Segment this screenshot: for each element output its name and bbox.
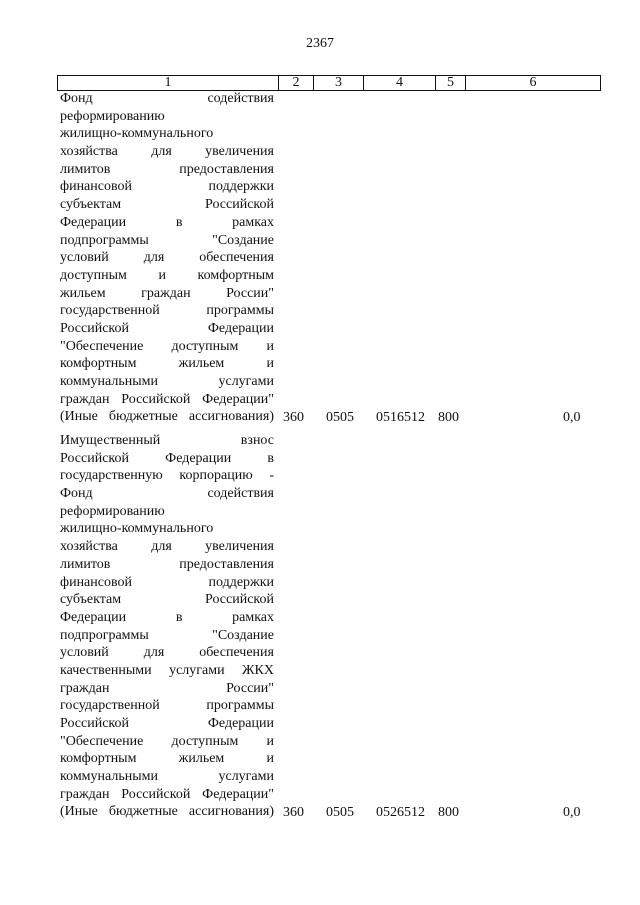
description-line: лимитов предоставления [60, 161, 274, 177]
table-header [57, 75, 601, 91]
description-line: коммунальными услугами [60, 374, 274, 389]
description-line: реформированию [60, 108, 165, 124]
description-line: "Обеспечение доступным и [60, 338, 274, 354]
description-line: хозяйства для увеличения [60, 539, 274, 555]
header-col-3: 3 [314, 76, 364, 90]
description-line: Фонд содействия [60, 91, 274, 106]
description-line: государственной программы [60, 698, 274, 714]
description-line: Российской Федерации [60, 320, 274, 336]
description-line: реформированию [60, 503, 165, 519]
description-line: граждан России" [60, 680, 274, 696]
row-description [60, 432, 274, 821]
description-line: жилищно-коммунального [60, 126, 214, 142]
description-line: финансовой поддержки [60, 574, 274, 590]
description-line: лимитов предоставления [60, 556, 274, 572]
cell-col-4: 0516512 [376, 409, 425, 425]
description-line: хозяйства для увеличения [60, 144, 274, 160]
row-description [60, 90, 274, 426]
header-col-1: 1 [58, 76, 279, 90]
row-codes [60, 804, 600, 822]
description-line: жилищно-коммунального [60, 521, 214, 537]
cell-col-4: 0526512 [376, 804, 425, 820]
description-line: комфортным жильем и [60, 356, 274, 372]
page-number: 2367 [306, 36, 334, 51]
cell-col-2: 360 [283, 409, 304, 425]
description-line: субъектам Российской [60, 592, 274, 608]
description-line: Федерации в рамках [60, 214, 274, 230]
cell-col-6: 0,0 [563, 804, 581, 820]
table-row [60, 90, 600, 426]
cell-col-5: 800 [438, 804, 459, 820]
description-line: государственную корпорацию - [60, 468, 274, 484]
header-col-6: 6 [529, 75, 537, 90]
description-line: условий для обеспечения [60, 250, 274, 266]
cell-col-5: 800 [438, 409, 459, 425]
description-line: Имущественный взнос [60, 433, 274, 448]
table-row [60, 432, 600, 821]
cell-col-2: 360 [283, 804, 304, 820]
description-line: (Иные бюджетные ассигнования) [60, 409, 274, 425]
row-codes [60, 409, 600, 427]
description-line: граждан Российской Федерации" [60, 786, 274, 802]
description-line: государственной программы [60, 303, 274, 319]
description-line: качественными услугами ЖКХ [60, 662, 274, 678]
header-col-5: 5 [436, 76, 466, 90]
cell-col-6: 0,0 [563, 409, 581, 425]
description-line: финансовой поддержки [60, 179, 274, 195]
description-line: Федерации в рамках [60, 609, 274, 625]
cell-col-3: 0505 [326, 409, 354, 425]
description-line: граждан Российской Федерации" [60, 391, 274, 407]
description-line: подпрограммы "Создание [60, 627, 274, 643]
description-line: (Иные бюджетные ассигнования) [60, 804, 274, 820]
description-line: жильем граждан России" [60, 285, 274, 301]
header-col-2: 2 [279, 76, 314, 90]
description-line: комфортным жильем и [60, 751, 274, 767]
cell-col-3: 0505 [326, 804, 354, 820]
description-line: Российской Федерации [60, 716, 274, 731]
description-line: субъектам Российской [60, 197, 274, 213]
header-col-4: 4 [364, 76, 436, 90]
description-line: Фонд содействия [60, 486, 274, 502]
description-line: подпрограммы "Создание [60, 232, 274, 248]
description-line: доступным и комфортным [60, 267, 274, 283]
description-line: Российской Федерации в [60, 450, 274, 466]
description-line: коммунальными услугами [60, 769, 274, 785]
description-line: условий для обеспечения [60, 645, 274, 661]
description-line: "Обеспечение доступным и [60, 733, 274, 749]
